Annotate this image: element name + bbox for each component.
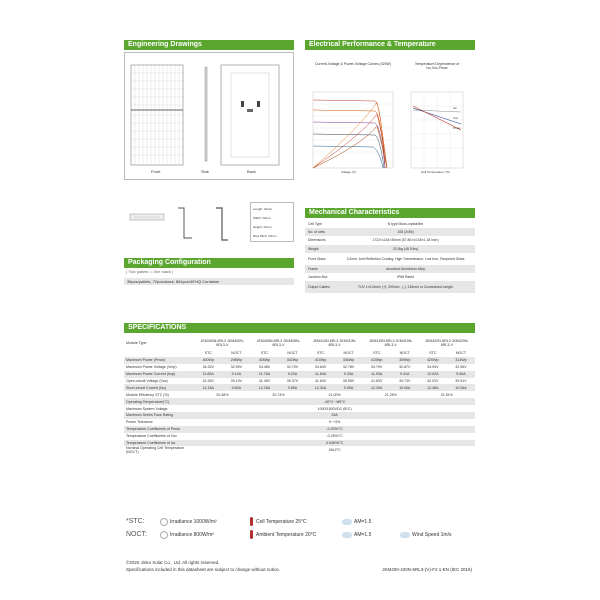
mech-value: 22.0kg (48.5 lbs) [336,245,475,253]
isc-series-label: Isc [453,106,457,110]
model-name: JKM420N-6RL3 JKM420N-6RL3-V [425,339,469,347]
spec-label: Open-circuit Voltage (Voc) [126,379,168,383]
mech-label: Cell Type [308,222,323,227]
mech-label: Output Cables [305,281,336,293]
front-drawing [125,53,295,181]
temp-chart-title: Temperature Dependence of Isc,Voc,Pmax [414,62,460,70]
spacer-cell [124,350,194,357]
sun-icon [160,518,168,526]
spec-value: 0~+3% [328,420,341,425]
spec-row [124,405,475,412]
stc-temperature: Cell Temperature 25°C [256,518,307,525]
spec-label: Maximum Series Fuse Rating [124,412,194,419]
mech-label: Front Glass [308,256,326,261]
pmax-series-label: Pmax [453,126,461,130]
mech-row [305,228,475,236]
spec-label: Maximum Power Current (Imp) [124,371,194,378]
temp-xlabel: Cell Temperature (°C) [421,170,450,174]
noct-label: NOCT: [126,531,147,538]
mech-label: Dimensions [308,238,326,243]
spec-value: 34.94V [427,365,439,370]
noct-irradiance: Irradiance 800W/m² [170,531,214,538]
spec-label: Power Tolerance [126,420,153,425]
spec-value: 302Wp [278,357,306,364]
spec-value: 41.26V [202,379,214,383]
mech-row [305,236,475,244]
spec-value: 309Wp [391,357,419,364]
spec-label: Temperature Coefficients of Isc [124,440,194,447]
disclaimer: Specifications included in this datasheet are subject to change without notice. [126,567,281,572]
spec-value: 45±2°C [328,448,341,453]
spec-value: 12.18A [194,384,222,391]
spec-value: 415Wp [363,357,391,364]
spec-value: 0.046%/°C [194,440,475,447]
spec-value: 405Wp [250,357,278,364]
electrical-charts-panel [305,52,475,180]
packaging-note: ( Two pallets = One stack ) [126,269,174,274]
tolerance-height: Height: ±1mm [253,225,272,229]
spec-value: 9.14A [222,371,250,378]
mech-row [305,245,475,253]
spec-value: 298Wp [222,357,250,364]
spec-value: 12.25A [250,384,278,391]
spec-value: 21.51% [440,392,453,397]
spec-value: 9.89A [278,384,306,391]
spec-value: 21.00% [328,392,341,397]
spec-row [124,412,475,419]
spec-value: 9.41A [391,371,419,378]
engineering-drawings-header: Engineering Drawings [124,40,294,50]
spec-value: 11.84A [307,371,335,378]
noct-col: NOCT [231,351,242,356]
iv-chart-title: Current-Voltage & Power-Voltage Curves (420W) [314,62,392,66]
spec-row [124,391,475,398]
spec-value: 32.59V [230,365,243,370]
spec-value: 39.37V [286,379,299,383]
mech-label: Frame [305,265,336,273]
spec-value: 11.65A [194,371,222,378]
spec-row [124,440,475,447]
spec-header-row [124,336,475,350]
mech-value: 108 (2x54) [336,228,475,236]
am-icon [342,519,352,525]
spec-row [124,364,475,371]
spec-value: 9.23A [278,371,306,378]
spec-value: -0.30%/°C [194,426,475,433]
noct-wind: Wind Speed 1m/s [412,531,452,538]
spec-value: 9.33A [335,371,363,378]
noct-temperature: Ambient Temperature 20°C [256,531,317,538]
spec-label: Nominal Operating Cell Temperature (NOCT) [126,446,185,455]
mechanical-header: Mechanical Characteristics [305,208,475,218]
cross-section-drawings [124,198,294,246]
noct-am: AM=1.5 [354,531,372,538]
wind-icon [400,532,410,538]
spec-value: 11.75A [250,371,278,378]
spec-value: 9.95A [335,384,363,391]
mech-value: 3.2mm, Anti-Reflection Coating, High Transmission, Low Iron, Tempered Glass [346,256,465,261]
mechanical-table [305,220,475,293]
model-name: JKM400N-6RL3 JKM400N-6RL3-V [200,339,245,347]
stc-label: *STC: [126,518,145,525]
spec-value: 32.78V [342,365,355,370]
stc-col: STC [373,351,381,356]
iv-pv-chart [305,52,475,180]
thermometer-icon [250,517,253,526]
model-name: JKM405N-6RL3 JKM405N-6RL3-V [256,339,301,347]
mech-label: Weight [305,245,336,253]
spec-value: 32.87V [399,365,411,370]
specifications-table [124,336,475,454]
spec-value: 410Wp [307,357,335,364]
model-name: JKM410N-6RL3 JKM410N-6RL3-V [312,339,357,347]
spec-label: Operating Temperature(°C) [124,398,194,405]
spec-value: 34.48V [258,365,271,370]
spec-row [124,426,475,433]
spec-label: Maximum Power Voltage (Vmp) [126,365,177,370]
stc-col: STC [204,351,212,356]
module-type-label: Module Type [126,341,147,345]
spec-value: 420Wp [419,357,447,364]
iv-xlabel: Voltage (V) [341,170,356,174]
stc-am: AM=1.5 [354,518,372,525]
spec-label: Maximum System Voltage [126,406,168,411]
mech-label: No. of cells [305,228,336,236]
stc-col: STC [316,351,325,356]
spec-row [124,398,475,405]
mech-value: TUV 1×4.0mm² (+): 290mm , (-): 145mm or Customized Length [336,281,475,293]
spec-value: 32.70V [286,365,299,370]
stc-col: STC [260,351,268,356]
front-label: Front [151,169,161,174]
drawings-panel [124,52,294,180]
model-name: JKM415N-6RL3 JKM415N-6RL3-V [368,339,413,347]
mech-value: N type Mono-crystalline [387,222,424,227]
stc-legend [126,517,475,526]
stc-irradiance: Irradiance 1000W/m² [170,518,217,525]
spec-value: -40°C~+85°C [194,398,475,405]
mech-value: Anodized Aluminium Alloy [336,265,475,273]
stc-col: STC [429,351,437,356]
spec-value: 400Wp [194,357,222,364]
spec-value: 20.48% [216,392,229,397]
document-code: JKM400-420N-6RL3-(V)-F2.1-EN (IEC 2016) [382,567,472,572]
voc-series-label: Voc [453,116,459,120]
thermometer-icon [250,530,253,539]
spec-value: 313Wp [447,357,475,364]
noct-legend [126,530,475,539]
mech-value: 1722×1134×30mm (67.80×44.65×1.18 inch) [372,238,439,243]
copyright: ©2020 Jinko Solar Co., Ltd. All rights reserved. [126,560,220,565]
noct-col: NOCT [455,351,467,356]
mech-row [305,281,475,293]
spec-value: 41.45V [258,379,271,383]
tolerance-length: Length: ±2mm [253,207,273,211]
spec-value: 9.83A [222,384,250,391]
packaging-header: Packaging Configuration [124,258,294,268]
spec-value: 32.96V [455,365,467,370]
sun-icon [160,531,168,539]
spec-label: Module Efficiency STC (%) [126,392,169,397]
spec-value: 21.25% [384,392,397,397]
mech-row [305,273,475,281]
spec-row [124,371,475,378]
tolerance-pitch: Row Pitch: ±2mm [253,234,277,238]
spec-value: 20.74% [272,392,285,397]
spec-value: 9.50A [447,371,475,378]
frame-profile-icon [124,198,244,246]
mech-row [305,265,475,273]
stc-noct-row [124,350,475,357]
spec-value: 10.00A [391,384,419,391]
spec-value: 34.33V [202,365,214,370]
spec-value: 39.73V [399,379,411,383]
back-label: Back [247,169,256,174]
packaging-text: 36pcs/pallets, 72pcs/stack, 864pcs/40'HQ Container [124,278,294,285]
spec-value: 11.93A [363,371,391,378]
specifications-header: SPECIFICATIONS [124,323,475,333]
spec-value: 41.83V [370,379,383,383]
spec-row [124,378,475,385]
spec-row [124,357,475,364]
mech-value: IP68 Rated [397,275,414,280]
electrical-header: Electrical Performance & Temperature Dependence [305,40,475,50]
spec-label: Temperature Coefficients of Pmax [124,426,194,433]
spec-value: 34.79V [370,365,383,370]
spec-row [124,446,475,454]
tolerance-box [250,202,294,242]
spec-value: 39.55V [342,379,355,383]
spec-value: 12.46A [419,384,447,391]
spec-value: 10.06A [447,384,475,391]
am-icon [342,532,352,538]
spec-row [124,384,475,391]
mech-row [305,253,475,265]
side-label: Side [201,169,210,174]
spec-value: 12.32A [307,384,335,391]
noct-col: NOCT [343,351,354,356]
spec-value: 39.19V [230,379,243,383]
spec-value: 306Wp [335,357,363,364]
spec-value: 41.64V [314,379,327,383]
spec-value: 12.39A [363,384,391,391]
spec-label: Short-circuit Current (Isc) [124,384,194,391]
spec-label: Maximum Power (Pmax) [124,357,194,364]
mech-label: Junction Box [308,275,328,280]
mech-row [305,220,475,228]
spec-row [124,433,475,440]
spec-value: 1000/1500VDC (IEC) [317,406,352,411]
spec-value: 39.91V [455,379,467,383]
tolerance-width: Width: ±2mm [253,216,271,220]
spec-row [124,419,475,426]
spec-value: 25A [194,412,475,419]
noct-col: NOCT [287,351,298,356]
spec-value: -0.25%/°C [326,434,343,439]
spec-label: Temperature Coefficients of Voc [126,434,177,439]
noct-col: NOCT [399,351,410,356]
spec-value: 12.02A [419,371,447,378]
spec-value: 42.02V [427,379,439,383]
spec-value: 34.64V [314,365,327,370]
